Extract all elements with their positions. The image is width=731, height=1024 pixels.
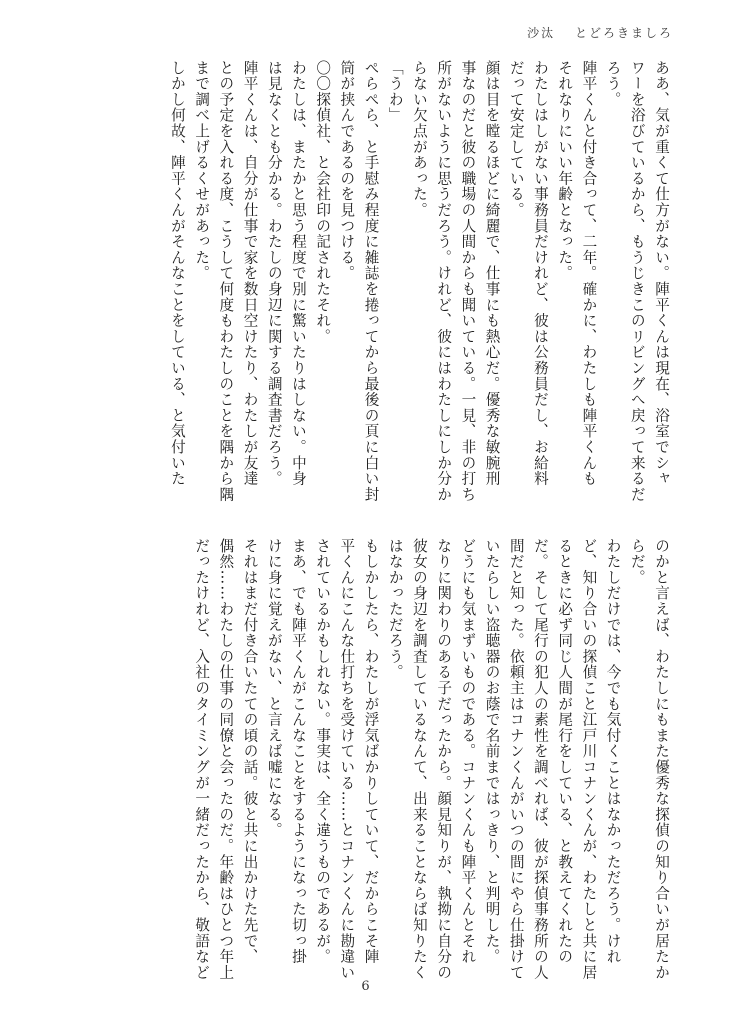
text-block-bottom — [189, 538, 673, 983]
text-line: 陣平くんは、自分が仕事で家を数日空けたり、わたしが友達 — [241, 60, 259, 487]
text-line: まで調べ上げるくせがあった。 — [193, 60, 211, 282]
text-line: だって安定している。 — [507, 60, 525, 218]
text-line: らない欠点があった。 — [410, 60, 428, 218]
text-line: 彼女の身辺を調査しているなんて、出来ることならば知りたく — [410, 538, 428, 981]
text-line: らだ。 — [628, 538, 646, 586]
text-line: されているかもしれない。事実は、全く違うものであるが。 — [314, 538, 332, 965]
text-line: もしかしたら、わたしが浮気ばかりしていて、だからこそ陣 — [362, 538, 380, 965]
text-line: 偶然……わたしの仕事の同僚と会ったのだ。年齢はひとつ年上 — [217, 538, 235, 981]
text-line: けに身に覚えがない、と言えば嘘になる。 — [265, 538, 283, 839]
text-line: 平くんにこんな仕打ちを受けている……とコナンくんに勘違い — [338, 538, 356, 981]
page-number: 6 — [361, 979, 370, 994]
header-title: 沙汰 — [527, 26, 556, 40]
text-line: 「うわ」 — [386, 60, 404, 124]
text-line: まあ、でも陣平くんがこんなことをするようになった切っ掛 — [289, 538, 307, 965]
text-line: ぺらぺら、と手慰み程度に雑誌を捲ってから最後の頁に白い封 — [362, 60, 380, 503]
text-line: はなかっただろう。 — [386, 538, 404, 681]
text-line: ろう。 — [604, 60, 622, 108]
text-line: のかと言えば、わたしにもまた優秀な探偵の知り合いが居たか — [653, 538, 670, 981]
text-line: わたしだけでは、今でも気付くことはなかっただろう。けれ — [604, 538, 622, 965]
text-line: 〇〇探偵社、と会社印の記されたそれ。 — [314, 60, 332, 345]
text-line: るときに必ず同じ人間が尾行をしている、と教えてくれたの — [556, 538, 574, 965]
text-line: わたしは、またかと思う程度で別に驚いたりはしない。中身 — [289, 60, 307, 487]
text-block-top — [165, 60, 673, 505]
text-line: との予定を入れる度、こうして何度もわたしのことを隅から隅 — [217, 60, 235, 503]
text-line: ワーを浴びているから、もうじきこのリビングへ戻って来るだ — [628, 60, 646, 503]
text-line: それはまだ付き合いたての頃の話。彼と共に出かけた先で、 — [241, 538, 259, 965]
text-line: だったけれど、入社のタイミングが一緒だったから、敬語など — [193, 538, 211, 981]
text-line: 陣平くんと付き合って、二年。確かに、わたしも陣平くんも — [580, 60, 598, 487]
text-line: どうにも気まずいものである。コナンくんも陣平くんとそれ — [459, 538, 477, 965]
text-line: いたらしい盗聴器のお蔭で名前まではっきり、と判明した。 — [483, 538, 501, 965]
text-line: は見なくとも分かる。わたしの身辺に関する調査書だろう。 — [265, 60, 283, 487]
text-line: 顔は目を瞠るほどに綺麗で、仕事にも熱心だ。優秀な敏腕刑 — [483, 60, 501, 487]
running-header — [527, 24, 673, 41]
text-line: わたしはしがない事務員だけれど、彼は公務員だし、お給料 — [531, 60, 549, 487]
text-line: ああ、気が重くて仕方がない。陣平くんは現在、浴室でシャ — [653, 60, 670, 487]
text-line: 筒が挟んであるのを見つける。 — [338, 60, 356, 282]
text-line: それなりにいい年齢となった。 — [556, 60, 574, 282]
text-line: 間だと知った。依頼主はコナンくんがいつの間にやら仕掛けて — [507, 538, 525, 981]
text-line: 事なのだと彼の職場の人間からも聞いている。一見、非の打ち — [459, 60, 477, 503]
text-line: だ。そして尾行の犯人の素性を調べれば、彼が探偵事務所の人 — [531, 538, 549, 981]
text-line: しかし何故、陣平くんがそんなことをしている、と気付いた — [168, 60, 186, 487]
header-author: とどろきましろ — [574, 26, 673, 40]
text-line: なりに関わりのある子だったから。顔見知りが、執拗に自分の — [435, 538, 453, 981]
text-line: ど、知り合いの探偵こと江戸川コナンくんが、わたしと共に居 — [580, 538, 598, 981]
text-line: 所がないように思うだろう。けれど、彼にはわたしにしか分か — [435, 60, 453, 503]
